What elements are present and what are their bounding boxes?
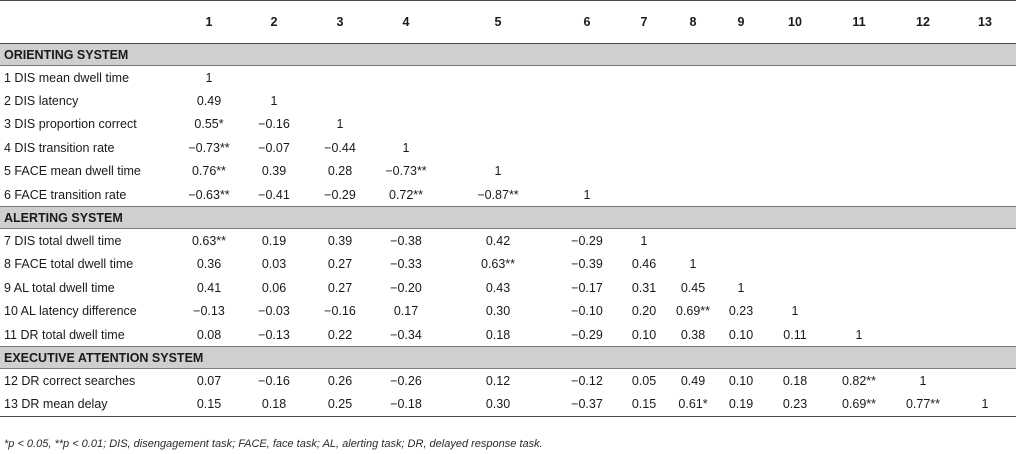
table-row	[0, 323, 1016, 347]
correlation-cell	[892, 229, 954, 253]
correlation-cell	[826, 136, 892, 159]
correlation-cell	[826, 276, 892, 299]
correlation-cell	[620, 89, 668, 112]
correlation-cell	[668, 136, 718, 159]
row-label: 5 FACE mean dwell time	[4, 164, 141, 179]
correlation-cell: 0.23	[728, 304, 754, 319]
correlation-cell	[826, 300, 892, 323]
correlation-cell	[826, 89, 892, 112]
section-header-row	[0, 44, 1016, 66]
correlation-cell	[442, 66, 554, 90]
correlation-cell	[954, 369, 1016, 393]
correlation-cell: −0.10	[571, 304, 603, 319]
correlation-cell	[764, 183, 826, 207]
correlation-cell: 0.06	[261, 280, 287, 295]
correlation-cell	[620, 183, 668, 207]
correlation-cell	[954, 113, 1016, 136]
column-header: 4	[370, 1, 442, 44]
correlation-cell: 0.11	[783, 327, 807, 342]
section-title: ORIENTING SYSTEM	[0, 44, 1016, 66]
correlation-cell	[554, 66, 620, 90]
correlation-cell: 0.15	[620, 393, 668, 417]
correlation-cell: −0.29	[571, 234, 603, 249]
correlation-cell: 0.69**	[675, 304, 711, 319]
correlation-cell	[954, 66, 1016, 90]
correlation-cell: 0.07	[196, 373, 222, 388]
row-label: 6 FACE transition rate	[4, 187, 127, 202]
column-header: 11	[826, 1, 892, 44]
correlation-cell	[238, 66, 310, 90]
correlation-cell: 0.23	[764, 393, 826, 417]
correlation-cell: −0.29	[324, 187, 356, 202]
correlation-cell	[718, 229, 764, 253]
correlation-cell	[442, 113, 554, 136]
section-header-row	[0, 207, 1016, 229]
correlation-cell: 0.10	[728, 373, 754, 388]
correlation-cell: 1	[919, 373, 927, 388]
table-row	[0, 229, 1016, 253]
correlation-cell: −0.16	[258, 117, 290, 132]
correlation-cell: 0.10	[728, 327, 754, 342]
correlation-cell: 0.55*	[194, 117, 224, 132]
row-label: 7 DIS total dwell time	[4, 234, 122, 249]
correlation-cell	[620, 136, 668, 159]
correlation-cell: 0.17	[393, 304, 419, 319]
correlation-cell: −0.26	[390, 373, 422, 388]
correlation-cell: 0.49	[196, 94, 222, 109]
correlation-cell	[764, 89, 826, 112]
correlation-cell	[668, 66, 718, 90]
table-row	[0, 66, 1016, 90]
correlation-cell	[954, 253, 1016, 276]
correlation-cell: −0.20	[390, 280, 422, 295]
section-header-row	[0, 347, 1016, 369]
row-label: 11 DR total dwell time	[4, 327, 125, 342]
correlation-cell	[718, 113, 764, 136]
section-title: ALERTING SYSTEM	[0, 207, 1016, 229]
correlation-cell	[310, 66, 370, 90]
correlation-cell: 0.38	[680, 327, 706, 342]
correlation-cell	[764, 113, 826, 136]
correlation-cell: 0.18	[782, 373, 808, 388]
correlation-cell	[764, 229, 826, 253]
row-label: 8 FACE total dwell time	[4, 257, 134, 272]
column-header: 2	[238, 1, 310, 44]
correlation-cell: 1	[402, 140, 410, 155]
correlation-cell	[892, 113, 954, 136]
correlation-cell: 0.77**	[892, 393, 954, 417]
table-row	[0, 393, 1016, 417]
correlation-cell: −0.13	[193, 304, 225, 319]
correlation-cell	[954, 229, 1016, 253]
row-label: 13 DR mean delay	[0, 393, 180, 417]
correlation-cell	[892, 66, 954, 90]
correlation-cell: 0.18	[238, 393, 310, 417]
correlation-cell: 0.19	[261, 234, 287, 249]
correlation-cell	[892, 136, 954, 159]
correlation-cell: 1	[494, 164, 502, 179]
correlation-cell: 1	[336, 117, 344, 132]
correlation-cell: 0.31	[631, 280, 657, 295]
correlation-cell	[620, 66, 668, 90]
correlation-cell	[826, 229, 892, 253]
correlation-cell: −0.16	[324, 304, 356, 319]
correlation-cell	[718, 136, 764, 159]
correlation-cell: 0.25	[310, 393, 370, 417]
correlation-cell: 1	[270, 94, 278, 109]
correlation-cell	[954, 160, 1016, 183]
correlation-cell	[954, 136, 1016, 159]
column-header: 13	[954, 1, 1016, 44]
row-label: 3 DIS proportion correct	[4, 117, 137, 132]
correlation-cell	[554, 160, 620, 183]
correlation-cell: 0.08	[196, 327, 222, 342]
correlation-cell	[954, 276, 1016, 299]
correlation-cell	[826, 160, 892, 183]
table-row	[0, 136, 1016, 159]
correlation-cell: 0.10	[631, 327, 657, 342]
correlation-cell: 0.42	[485, 234, 511, 249]
correlation-cell	[892, 183, 954, 207]
column-header: 10	[764, 1, 826, 44]
table-row	[0, 183, 1016, 207]
correlation-cell: −0.12	[571, 373, 603, 388]
correlation-cell	[442, 89, 554, 112]
section-title: EXECUTIVE ATTENTION SYSTEM	[0, 347, 1016, 369]
correlation-cell	[892, 276, 954, 299]
correlation-cell: 1	[205, 70, 213, 85]
correlation-cell: 0.03	[261, 257, 287, 272]
correlation-cell: −0.39	[571, 257, 603, 272]
correlation-cell	[442, 136, 554, 159]
correlation-cell	[764, 276, 826, 299]
header-row	[0, 1, 1016, 44]
correlation-cell: −0.38	[390, 234, 422, 249]
correlation-cell: 1	[689, 257, 697, 272]
correlation-cell	[764, 253, 826, 276]
correlation-cell	[718, 66, 764, 90]
correlation-cell	[668, 160, 718, 183]
correlation-cell: 1	[583, 187, 591, 202]
correlation-cell	[668, 229, 718, 253]
correlation-cell	[370, 113, 442, 136]
correlation-cell: 0.18	[485, 327, 511, 342]
correlation-cell	[718, 160, 764, 183]
correlation-cell: −0.33	[390, 257, 422, 272]
correlation-cell: 0.05	[631, 373, 657, 388]
correlation-cell: 0.45	[680, 280, 706, 295]
correlation-cell: 1	[737, 280, 745, 295]
row-label: 10 AL latency difference	[4, 304, 137, 319]
column-header: 5	[442, 1, 554, 44]
row-label: 9 AL total dwell time	[4, 280, 115, 295]
correlation-cell	[668, 113, 718, 136]
correlation-cell: 0.36	[196, 257, 222, 272]
correlation-cell	[718, 183, 764, 207]
column-header: 7	[620, 1, 668, 44]
correlation-cell: 0.69**	[826, 393, 892, 417]
column-header: 6	[554, 1, 620, 44]
correlation-cell: 0.30	[442, 393, 554, 417]
correlation-cell: −0.07	[258, 140, 290, 155]
correlation-cell: −0.87**	[477, 187, 519, 202]
correlation-cell: −0.34	[390, 327, 422, 342]
correlation-cell: −0.18	[370, 393, 442, 417]
correlation-cell: 0.19	[718, 393, 764, 417]
correlation-cell	[370, 89, 442, 112]
correlation-cell: 0.43	[485, 280, 511, 295]
row-label: 12 DR correct searches	[4, 373, 136, 388]
correlation-cell: −0.17	[571, 280, 603, 295]
table-row	[0, 369, 1016, 393]
column-header: 9	[718, 1, 764, 44]
column-header: 12	[892, 1, 954, 44]
correlation-cell: −0.13	[258, 327, 290, 342]
correlation-cell: 0.72**	[388, 187, 424, 202]
correlation-cell: −0.73**	[188, 140, 230, 155]
correlation-cell	[892, 160, 954, 183]
header-corner	[0, 1, 180, 44]
table-row	[0, 160, 1016, 183]
correlation-cell	[954, 300, 1016, 323]
correlation-cell: −0.63**	[188, 187, 230, 202]
table-row	[0, 276, 1016, 299]
correlation-cell	[892, 300, 954, 323]
correlation-cell	[826, 253, 892, 276]
correlation-cell	[620, 113, 668, 136]
correlation-cell: −0.29	[571, 327, 603, 342]
correlation-cell: 0.27	[327, 280, 353, 295]
correlation-cell	[668, 183, 718, 207]
correlation-cell	[954, 183, 1016, 207]
correlation-cell: 0.39	[327, 234, 353, 249]
correlation-cell: 0.27	[327, 257, 353, 272]
correlation-cell	[554, 136, 620, 159]
correlation-cell: 0.15	[180, 393, 238, 417]
table-body	[0, 44, 1016, 417]
correlation-cell	[826, 113, 892, 136]
correlation-cell	[764, 136, 826, 159]
correlation-cell: 0.41	[196, 280, 222, 295]
correlation-cell	[764, 66, 826, 90]
correlation-cell	[310, 89, 370, 112]
correlation-cell	[892, 323, 954, 347]
table-row	[0, 113, 1016, 136]
correlation-cell	[892, 253, 954, 276]
correlation-cell: 0.20	[631, 304, 657, 319]
correlation-cell: 1	[791, 304, 799, 319]
row-label: 1 DIS mean dwell time	[4, 70, 130, 85]
correlation-cell	[826, 66, 892, 90]
correlation-cell	[718, 89, 764, 112]
correlation-cell: 0.63**	[191, 234, 227, 249]
correlation-cell	[954, 323, 1016, 347]
correlation-cell: 0.61*	[668, 393, 718, 417]
correlation-cell: 0.82**	[841, 373, 877, 388]
correlation-cell: −0.73**	[385, 164, 427, 179]
correlation-cell: 0.49	[680, 373, 706, 388]
correlation-cell: −0.37	[554, 393, 620, 417]
correlation-cell: −0.03	[258, 304, 290, 319]
correlation-cell: 0.76**	[191, 164, 227, 179]
correlation-cell: 1	[954, 393, 1016, 417]
correlation-cell	[764, 160, 826, 183]
correlation-cell	[554, 113, 620, 136]
table-row	[0, 253, 1016, 276]
correlation-cell	[668, 89, 718, 112]
table-footnote: *p < 0.05, **p < 0.01; DIS, disengagement task; FACE, face task; AL, alerting task; DR, delayed response task.	[4, 438, 543, 450]
correlation-cell: 0.26	[327, 373, 353, 388]
column-header: 8	[668, 1, 718, 44]
correlation-cell	[954, 89, 1016, 112]
correlation-cell: 0.39	[261, 164, 287, 179]
correlation-cell	[554, 89, 620, 112]
column-header: 1	[180, 1, 238, 44]
table-row	[0, 89, 1016, 112]
correlation-cell	[370, 66, 442, 90]
correlation-cell: 0.46	[631, 257, 657, 272]
correlation-cell	[826, 183, 892, 207]
column-header: 3	[310, 1, 370, 44]
correlation-cell: 0.28	[327, 164, 353, 179]
correlation-cell	[718, 253, 764, 276]
correlation-cell: −0.16	[258, 373, 290, 388]
correlation-cell: 1	[855, 327, 863, 342]
correlation-cell: −0.44	[324, 140, 356, 155]
row-label: 2 DIS latency	[4, 94, 79, 109]
correlation-cell: 0.63**	[480, 257, 516, 272]
correlation-cell	[620, 160, 668, 183]
table-row	[0, 300, 1016, 323]
correlation-cell: 0.12	[485, 373, 511, 388]
correlation-cell	[892, 89, 954, 112]
correlation-cell: 0.22	[327, 327, 353, 342]
correlation-cell: 1	[640, 234, 648, 249]
correlation-cell: −0.41	[258, 187, 290, 202]
correlation-cell: 0.30	[485, 304, 511, 319]
row-label: 4 DIS transition rate	[4, 140, 115, 155]
